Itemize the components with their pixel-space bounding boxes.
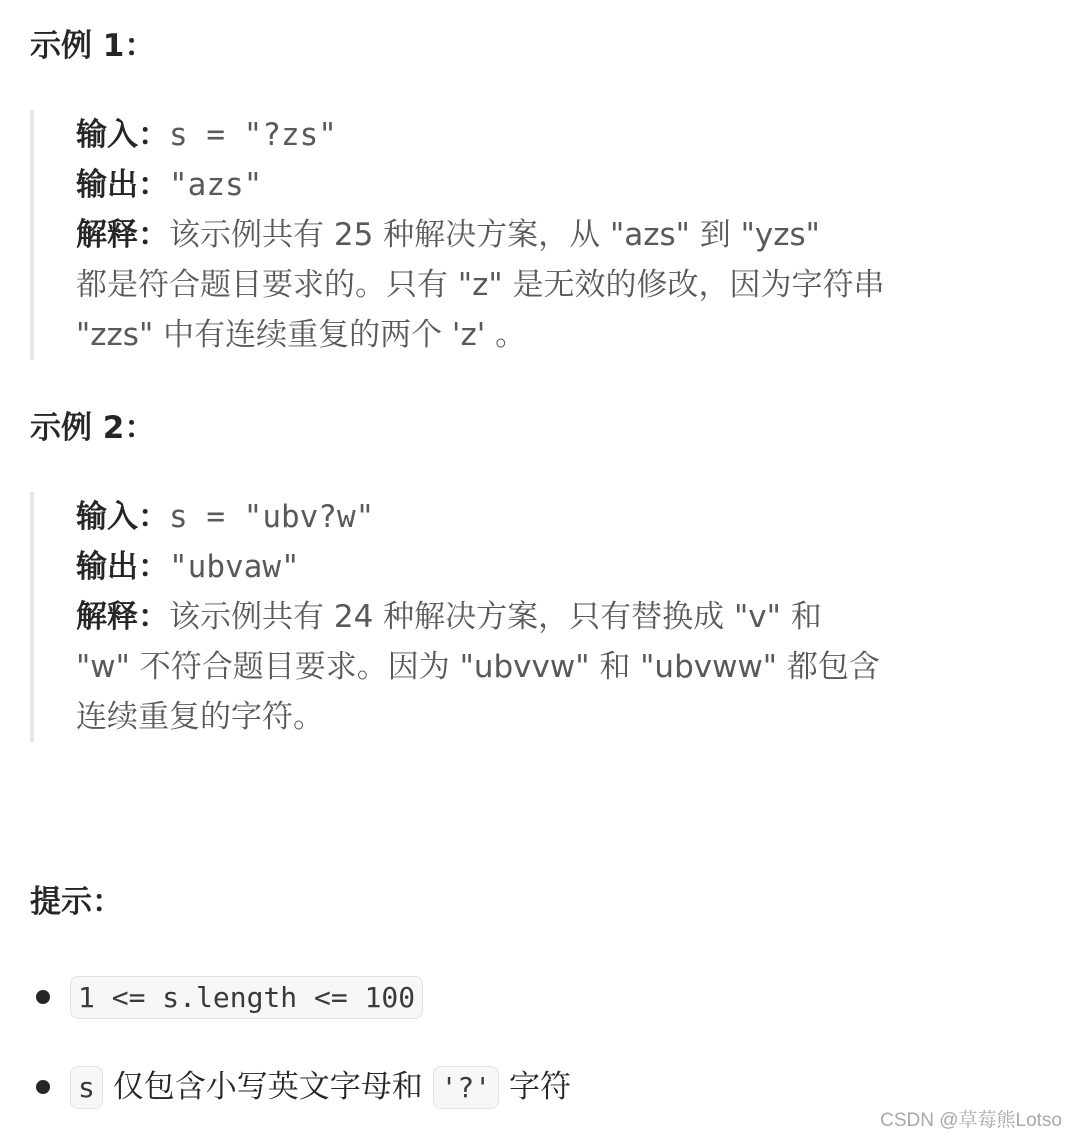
hint-item-1 — [30, 972, 571, 1022]
example-1-output-line — [76, 160, 1040, 210]
output-label: 输出： — [76, 549, 169, 585]
input-value: s = "ubv?w" — [169, 499, 375, 535]
input-value: s = "?zs" — [169, 117, 337, 153]
inline-code: s — [70, 1066, 103, 1109]
output-label: 输出： — [76, 167, 169, 203]
hint-text: 仅包含小写英文字母和 — [112, 1069, 423, 1105]
example-2-explanation-line-2: "w" 不符合题目要求。因为 "ubvvw" 和 "ubvww" 都包含 — [76, 649, 880, 685]
explanation-label: 解释： — [76, 599, 169, 635]
inline-code: '?' — [433, 1066, 500, 1109]
hints-list — [30, 972, 571, 1112]
example-1-block — [30, 110, 1040, 360]
watermark: CSDN @草莓熊Lotso — [880, 1110, 1062, 1131]
example-2-explanation-line-1 — [76, 592, 1040, 642]
explanation-label: 解释： — [76, 217, 169, 253]
input-label: 输入： — [76, 499, 169, 535]
example-1-explanation-line-1 — [76, 210, 1040, 260]
bullet-dot-icon — [36, 1080, 50, 1094]
example-1-explanation-line-3: "zzs" 中有连续重复的两个 'z' 。 — [76, 317, 527, 353]
inline-code: 1 <= s.length <= 100 — [70, 976, 423, 1019]
example-2-block — [30, 492, 1040, 742]
example-2-explanation-line-3: 连续重复的字符。 — [76, 699, 324, 735]
example-1-heading: 示例 1： — [30, 28, 156, 64]
example-1-input-line — [76, 110, 1040, 160]
example-2-output-line — [76, 542, 1040, 592]
hint-suffix: 字符 — [509, 1069, 572, 1105]
bullet-dot-icon — [36, 990, 50, 1004]
example-1-explanation-line-2: 都是符合题目要求的。只有 "z" 是无效的修改，因为字符串 — [76, 267, 885, 303]
example-2-heading: 示例 2： — [30, 410, 156, 446]
example-2-input-line — [76, 492, 1040, 542]
input-label: 输入： — [76, 117, 169, 153]
output-value: "ubvaw" — [169, 549, 300, 585]
hint-item-2 — [30, 1062, 571, 1112]
explanation-text: 该示例共有 25 种解决方案，从 "azs" 到 "yzs" — [169, 217, 820, 253]
explanation-text: 该示例共有 24 种解决方案，只有替换成 "v" 和 — [169, 599, 822, 635]
output-value: "azs" — [169, 167, 263, 203]
hints-heading: 提示： — [30, 884, 123, 920]
